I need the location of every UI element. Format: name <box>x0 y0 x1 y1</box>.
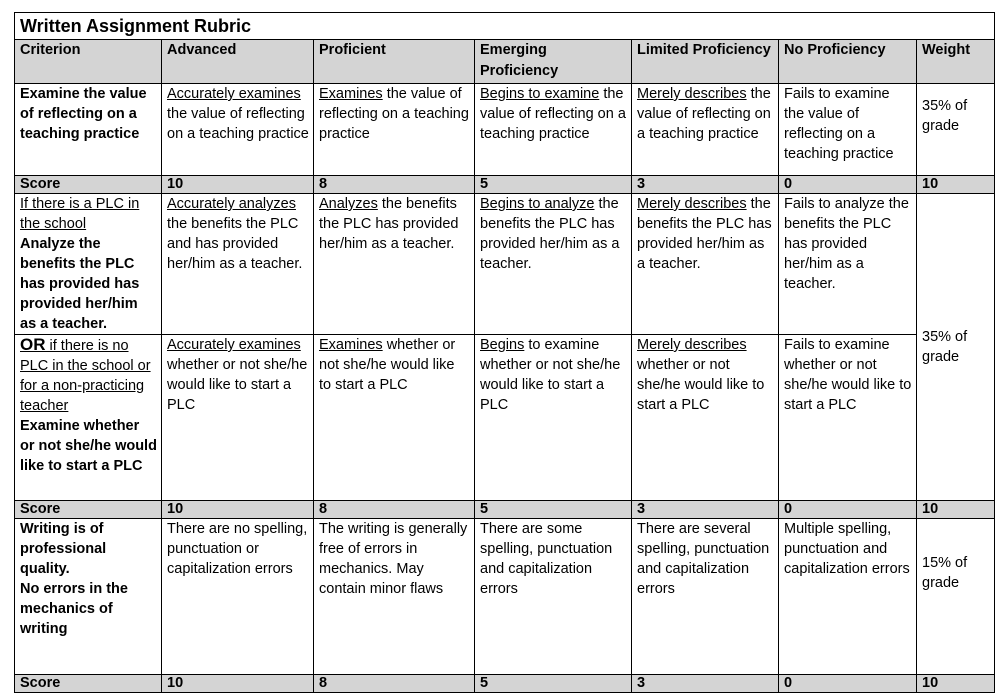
score-value: 8 <box>314 675 475 693</box>
score-value: 10 <box>917 675 995 693</box>
score-value: 10 <box>162 501 314 519</box>
weight-cell: 15% of grade <box>917 519 995 675</box>
criterion-cell: If there is a PLC in the school Analyze the benefits the PLC has provided has provided her/him as a teacher. <box>15 194 162 335</box>
no-proficiency-cell: Multiple spelling, punctuation and capitalization errors <box>779 519 917 675</box>
score-row <box>15 176 995 194</box>
proficient-cell: The writing is generally free of errors in mechanics. May contain minor flaws <box>314 519 475 675</box>
table-row <box>15 84 995 176</box>
score-label: Score <box>15 675 162 693</box>
header-advanced: Advanced <box>162 40 314 84</box>
criterion-cell: OR if there is no PLC in the school or for a non-practicing teacher Examine whether or not she/he would like to start a PLC <box>15 335 162 501</box>
limited-cell: Merely describes the benefits the PLC has provided her/him as a teacher. <box>632 194 779 335</box>
header-emerging: Emerging Proficiency <box>475 40 632 84</box>
proficient-cell: Analyzes the benefits the PLC has provided her/him as a teacher. <box>314 194 475 335</box>
header-no-proficiency: No Proficiency <box>779 40 917 84</box>
no-proficiency-cell: Fails to examine the value of reflecting on a teaching practice <box>779 84 917 176</box>
header-weight: Weight <box>917 40 995 84</box>
header-row <box>15 40 995 84</box>
score-value: 5 <box>475 176 632 194</box>
score-value: 0 <box>779 501 917 519</box>
limited-cell: Merely describes the value of reflecting on a teaching practice <box>632 84 779 176</box>
score-row <box>15 501 995 519</box>
score-value: 10 <box>917 501 995 519</box>
header-criterion: Criterion <box>15 40 162 84</box>
table-row <box>15 519 995 675</box>
header-proficient: Proficient <box>314 40 475 84</box>
score-value: 8 <box>314 501 475 519</box>
proficient-cell: Examines whether or not she/he would like to start a PLC <box>314 335 475 501</box>
advanced-cell: There are no spelling, punctuation or capitalization errors <box>162 519 314 675</box>
score-value: 0 <box>779 176 917 194</box>
score-value: 10 <box>162 176 314 194</box>
score-value: 5 <box>475 501 632 519</box>
score-value: 8 <box>314 176 475 194</box>
criterion-cell: Writing is of professional quality. No errors in the mechanics of writing <box>15 519 162 675</box>
score-row <box>15 675 995 693</box>
emerging-cell: Begins to examine the value of reflecting on a teaching practice <box>475 84 632 176</box>
limited-cell: There are several spelling, punctuation and capitalization errors <box>632 519 779 675</box>
no-proficiency-cell: Fails to examine whether or not she/he would like to start a PLC <box>779 335 917 501</box>
table-row <box>15 194 995 335</box>
rubric-title: Written Assignment Rubric <box>15 13 995 40</box>
advanced-cell: Accurately examines whether or not she/he would like to start a PLC <box>162 335 314 501</box>
weight-cell: 35% of grade <box>917 194 995 501</box>
weight-cell: 35% of grade <box>917 84 995 176</box>
emerging-cell: Begins to examine whether or not she/he would like to start a PLC <box>475 335 632 501</box>
score-label: Score <box>15 176 162 194</box>
score-value: 3 <box>632 675 779 693</box>
score-value: 5 <box>475 675 632 693</box>
advanced-cell: Accurately examines the value of reflecting on a teaching practice <box>162 84 314 176</box>
score-label: Score <box>15 501 162 519</box>
score-value: 10 <box>917 176 995 194</box>
rubric-table <box>14 12 995 693</box>
limited-cell: Merely describes whether or not she/he would like to start a PLC <box>632 335 779 501</box>
emerging-cell: Begins to analyze the benefits the PLC has provided her/him as a teacher. <box>475 194 632 335</box>
advanced-cell: Accurately analyzes the benefits the PLC and has provided her/him as a teacher. <box>162 194 314 335</box>
score-value: 10 <box>162 675 314 693</box>
header-limited: Limited Proficiency <box>632 40 779 84</box>
proficient-cell: Examines the value of reflecting on a teaching practice <box>314 84 475 176</box>
score-value: 0 <box>779 675 917 693</box>
score-value: 3 <box>632 176 779 194</box>
emerging-cell: There are some spelling, punctuation and capitalization errors <box>475 519 632 675</box>
table-row <box>15 335 995 501</box>
criterion-cell: Examine the value of reflecting on a teaching practice <box>15 84 162 176</box>
no-proficiency-cell: Fails to analyze the benefits the PLC has provided her/him as a teacher. <box>779 194 917 335</box>
score-value: 3 <box>632 501 779 519</box>
